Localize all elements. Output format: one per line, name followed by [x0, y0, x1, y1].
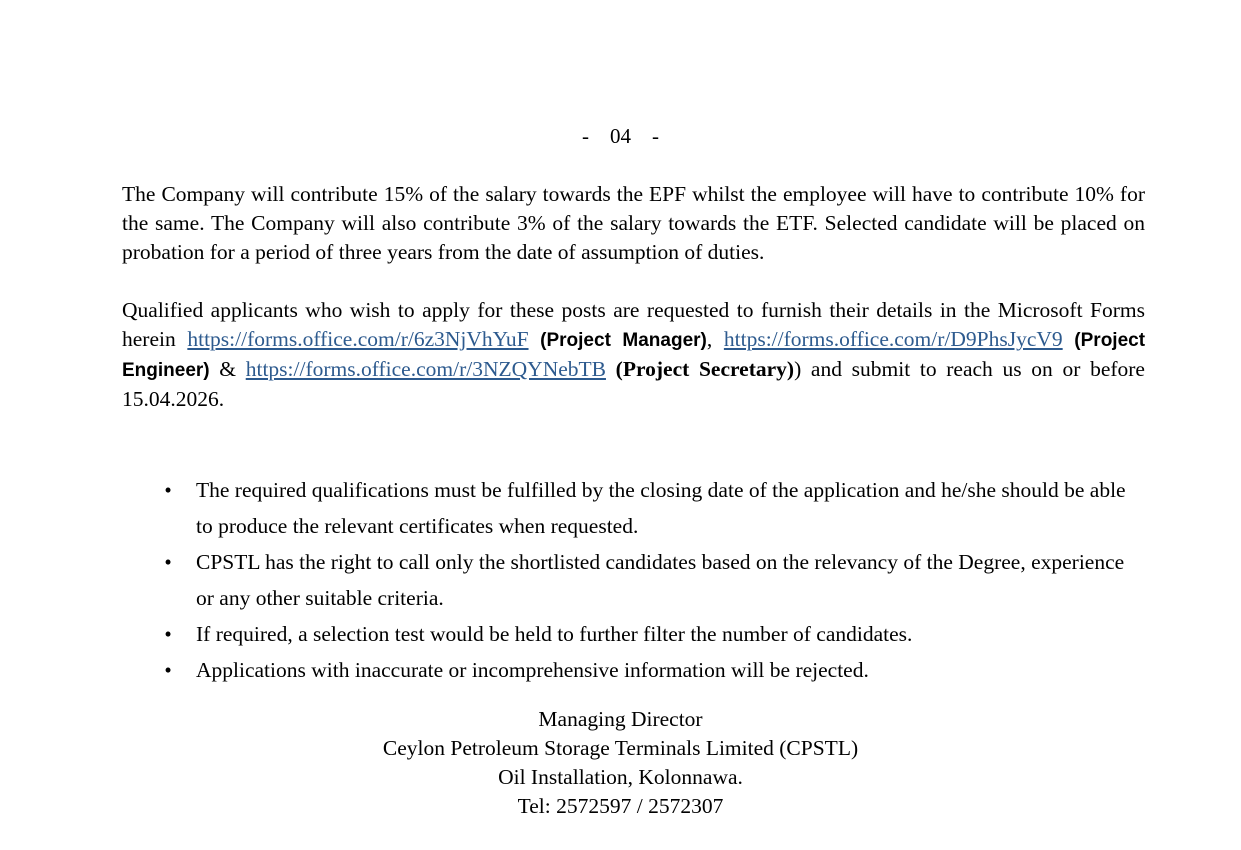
link-project-engineer-form[interactable]: https://forms.office.com/r/D9PhsJycV9: [723, 327, 1063, 351]
application-lead-in-text: Qualified applicants who wish to apply for these posts are requested to furnish their details in the Microsoft Forms herein: [122, 298, 1145, 351]
ampersand-separator: &: [209, 357, 246, 381]
signature-block: [0, 705, 1241, 821]
bullet-point-icon: •: [164, 622, 172, 646]
bullet-point-icon: •: [164, 550, 172, 574]
signatory-address: Oil Installation, Kolonnawa.: [498, 765, 743, 789]
conditions-bullet-list: [0, 472, 1145, 688]
list-item: [164, 652, 1145, 688]
list-item-text: The required qualifications must be fulfilled by the closing date of the application and he/she should be able to produce the relevant certificates when requested.: [196, 478, 1126, 538]
application-closing-text: ) and submit to reach us on or before 15.04.2026.: [122, 357, 1145, 411]
label-project-engineer: (Project Engineer): [122, 330, 1146, 381]
label-project-secretary: (Project Secretary): [615, 357, 795, 381]
paragraph-epf-etf-probation: The Company will contribute 15% of the salary towards the EPF whilst the employee will have to contribute 10% for the same. The Company will also contribute 3% of the salary towards the ETF. Selected candidate will be placed on probation for a period of three years from the date of assumption of duties.: [122, 182, 1145, 264]
bullet-point-icon: •: [164, 478, 172, 502]
list-item: [164, 616, 1145, 652]
label-project-manager: (Project Manager): [540, 330, 707, 351]
signatory-organisation: Ceylon Petroleum Storage Terminals Limited (CPSTL): [382, 736, 859, 760]
list-item: [164, 544, 1145, 616]
list-item-text: Applications with inaccurate or incomprehensive information will be rejected.: [196, 658, 869, 682]
signatory-title: Managing Director: [538, 707, 703, 731]
spacer-text-3: [606, 357, 616, 381]
list-item-text: CPSTL has the right to call only the shortlisted candidates based on the relevancy of the Degree, experience or any other suitable criteria.: [196, 550, 1125, 610]
document-body: [122, 180, 1145, 414]
page-number-header: - 04 -: [582, 124, 659, 148]
signatory-telephone: Tel: 2572597 / 2572307: [517, 794, 724, 818]
paragraph-application-instructions: [122, 296, 1145, 414]
bullet-point-icon: •: [164, 658, 172, 682]
spacer-text-2: [1063, 327, 1075, 351]
list-item: [164, 472, 1145, 544]
link-project-manager-form[interactable]: https://forms.office.com/r/6z3NjVhYuF: [187, 327, 529, 351]
link-project-secretary-form[interactable]: https://forms.office.com/r/3NZQYNebTB: [245, 357, 606, 381]
list-item-text: If required, a selection test would be held to further filter the number of candidates.: [196, 622, 913, 646]
separator-after-manager: ,: [706, 327, 724, 351]
spacer-text: [529, 327, 541, 351]
